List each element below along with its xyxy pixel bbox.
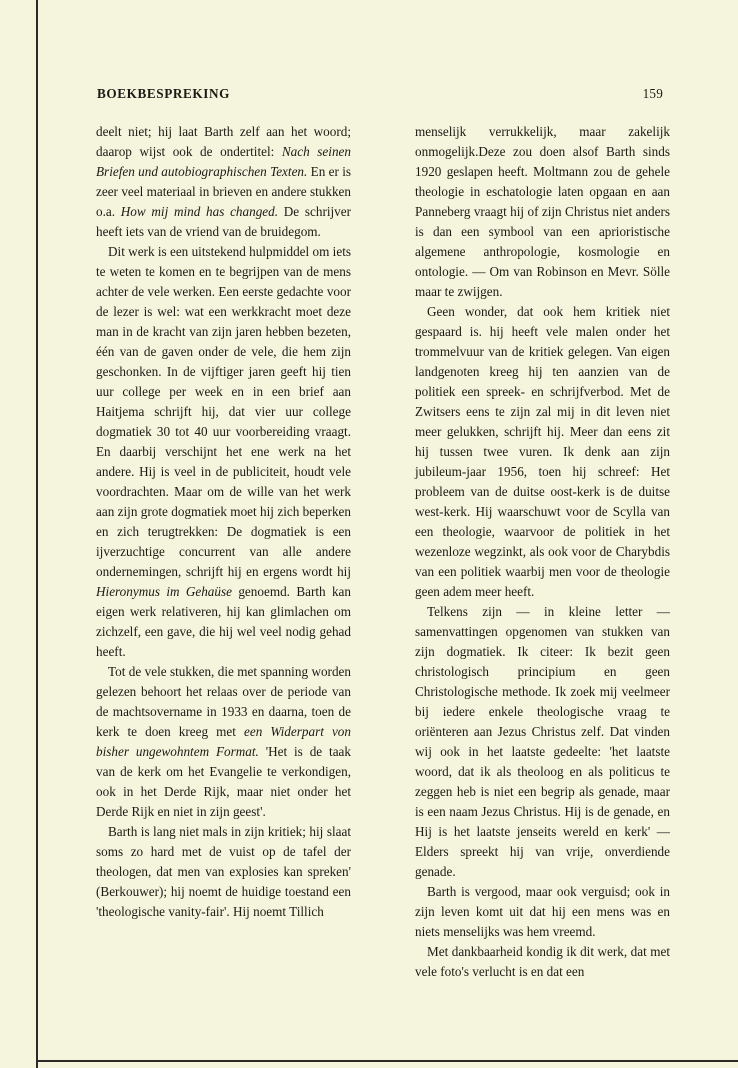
page-number: 159: [642, 86, 663, 101]
italic-subtitle: Nach seinen Briefen und autobiographischen Texten.: [96, 144, 351, 179]
paragraph: Barth is vergood, maar ook verguisd; ook in zijn leven komt uit dat hij een mens was en niets menselijks was hem vreemd.: [415, 884, 670, 939]
paragraph: Barth is lang niet mals in zijn kritiek; hij slaat soms zo hard met de vuist op de tafel der theologen, dat men van explosies kan spreken' (Berkouwer); hij noemt de huidige toestand een 'theologische vanity-fair'. Hij noemt Tillich: [96, 824, 351, 919]
paragraph: deelt niet; hij laat Barth zelf aan het woord; daarop wijst ook de ondertitel: Nach seinen Briefen und autobiographischen Texten. En er is zeer veel materiaal in brieven en andere stukken o.a. How mij mind has changed. De schrijver heeft iets van de vriend van de bruidegom.: [96, 124, 352, 239]
paragraph: Telkens zijn — in kleine letter — samenvattingen opgenomen van stukken van zijn dogmatiek. Ik citeer: Ik bezit geen christologisch principium en geen Christologische methode. Ik zoek mij veelmeer bij iedere enkele theologische vraag te oriënteren aan Jezus Christus zelf. Dat vinden wij ook in het laatste gedeelte: 'het laatste woord, dat ik als theoloog en als politicus te zeggen heb is niet een begrip als genade, maar is een naam Jezus Christus. Hij is de genade, en Hij is het laatste jenseits wereld en kerk' — Elders spreekt hij van vrije, onverdiende genade.: [415, 604, 670, 879]
scan-edge-bottom: [36, 1060, 738, 1062]
paragraph: Geen wonder, dat ook hem kritiek niet gespaard is. hij heeft vele malen onder het trommelvuur van de kritiek gelegen. Van eigen landgenoten kreeg hij ten aanzien van de politiek een spreek- en schrijfverbod. Met de Zwitsers eens te zijn zal mij in dit leven niet meer gelukken, schrijft hij. Meer dan eens zit hij tussen twee vuren. Ik denk aan zijn jubileum-jaar 1956, toen hij schreef: Het probleem van de duitse oost-kerk is de duitse west-kerk. Hij waarschuwt voor de Scylla van een theologie, waarvoor de politiek in het wezenloze wegzinkt, als ook voor de Charybdis van een politiek waarbij men voor de theologie geen adem meer heeft.: [415, 304, 670, 599]
italic-phrase: Hieronymus im Gehaüse: [96, 584, 232, 599]
paragraph: Met dankbaarheid kondig ik dit werk, dat met vele foto's verlucht is en dat een: [415, 944, 670, 979]
scan-edge-left: [36, 0, 38, 1068]
italic-title: How mij mind has changed.: [120, 204, 279, 219]
left-column: [96, 122, 351, 922]
running-title: BOEKBESPREKING: [97, 86, 230, 101]
paragraph: Tot de vele stukken, die met spanning worden gelezen behoort het relaas over de periode van de machtsovername in 1933 en daarna, toen de kerk te doen kreeg met een Widerpart von bisher ungewohntem Format. 'Het is de taak van de kerk om het Evangelie te verkondigen, ook in het Derde Rijk, maar niet onder het Derde Rijk en niet in zijn geest'.: [96, 664, 351, 819]
paragraph: menselijk verrukkelijk, maar zakelijk onmogelijk.Deze zou doen alsof Barth sinds 1920 geslapen heeft. Moltmann zou de gehele theologie in eschatologie laten opgaan en aan Panneberg vraagt hij of zijn Christus niet anders is dan een symbool van een aprioristische algemene anthropologie, kosmologie en ontologie. — Om van Robinson en Mevr. Sölle maar te zwijgen.: [415, 124, 670, 299]
paragraph: Dit werk is een uitstekend hulpmiddel om iets te weten te komen en te begrijpen van de mens achter de vele werken. Een eerste gedachte voor de lezer is wel: wat een werkkracht moet deze man in de kracht van zijn jaren hebben bezeten, één van de gaven onder de vele, die hem zijn geschonken. In de vijftiger jaren geeft hij tien uur college per week en in een brief aan Haitjema schrijft hij, dat vier uur college dogmatiek 30 tot 40 uur voorbereiding vraagt. En daarbij verschijnt het ene werk na het andere. Hij is veel in de publiciteit, houdt vele voordrachten. Maar om de wille van het werk aan zijn grote dogmatiek moet hij zich beperken en zich terugtrekken: De dogmatiek is een ijverzuchtige concurrent van alle andere ondernemingen, schrijft hij en ergens wordt hij Hieronymus im Gehaüse genoemd. Barth kan eigen werk relativeren, hij kan glimlachen om zichzelf, een gave, die hij wel veel nodig gehad heeft.: [96, 244, 351, 659]
italic-phrase: een Widerpart von bisher ungewohntem Format.: [96, 724, 351, 759]
right-column: [415, 122, 670, 982]
running-head: [97, 86, 663, 102]
